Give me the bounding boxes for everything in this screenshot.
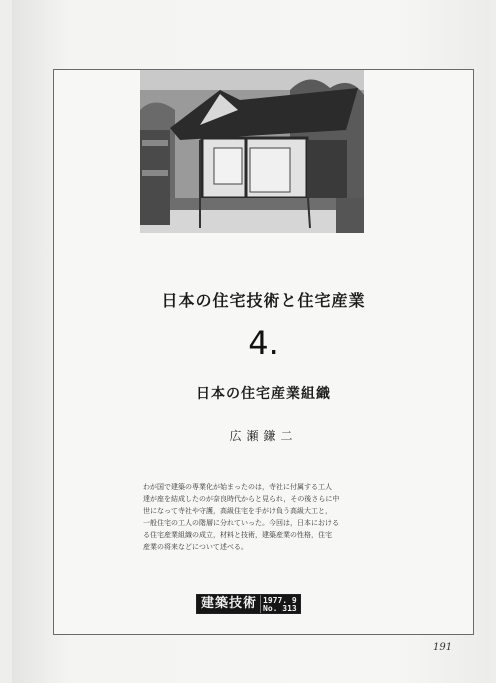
- issue-number: No. 313: [263, 603, 297, 613]
- article-frame: [53, 69, 474, 635]
- abstract-line: る住宅産業組織の成立，材料と技術，建築産業の性格，住宅: [143, 531, 332, 539]
- abstract-line: 世になって寺社や守護，高級住宅を手がけ負う高級大工と，: [143, 507, 332, 515]
- part-number: 4.: [248, 324, 279, 362]
- page-number: 191: [433, 642, 453, 653]
- author-name: 広瀬鎌二: [229, 429, 298, 443]
- issue-info: [260, 595, 300, 613]
- temple-photo: [140, 70, 364, 233]
- abstract-line: わが国で建築の専業化が始まったのは，寺社に付属する工人: [143, 483, 332, 491]
- abstract-line: 産業の将来などについて述べる。: [143, 543, 248, 551]
- abstract-line: 一般住宅の工人の階層に分れていった。今回は，日本における: [143, 519, 339, 527]
- publication-badge: [196, 594, 301, 614]
- page: [12, 0, 490, 683]
- publication-name: 建築技術: [197, 595, 260, 613]
- issue-date: 1977. 9: [263, 595, 297, 605]
- article-subtitle: 日本の住宅産業組織: [196, 386, 331, 402]
- abstract: [143, 481, 381, 553]
- article-title: 日本の住宅技術と住宅産業: [161, 291, 366, 310]
- abstract-line: 達が座を結成したのが奈良時代からと見られ，その後さらに中: [143, 495, 340, 503]
